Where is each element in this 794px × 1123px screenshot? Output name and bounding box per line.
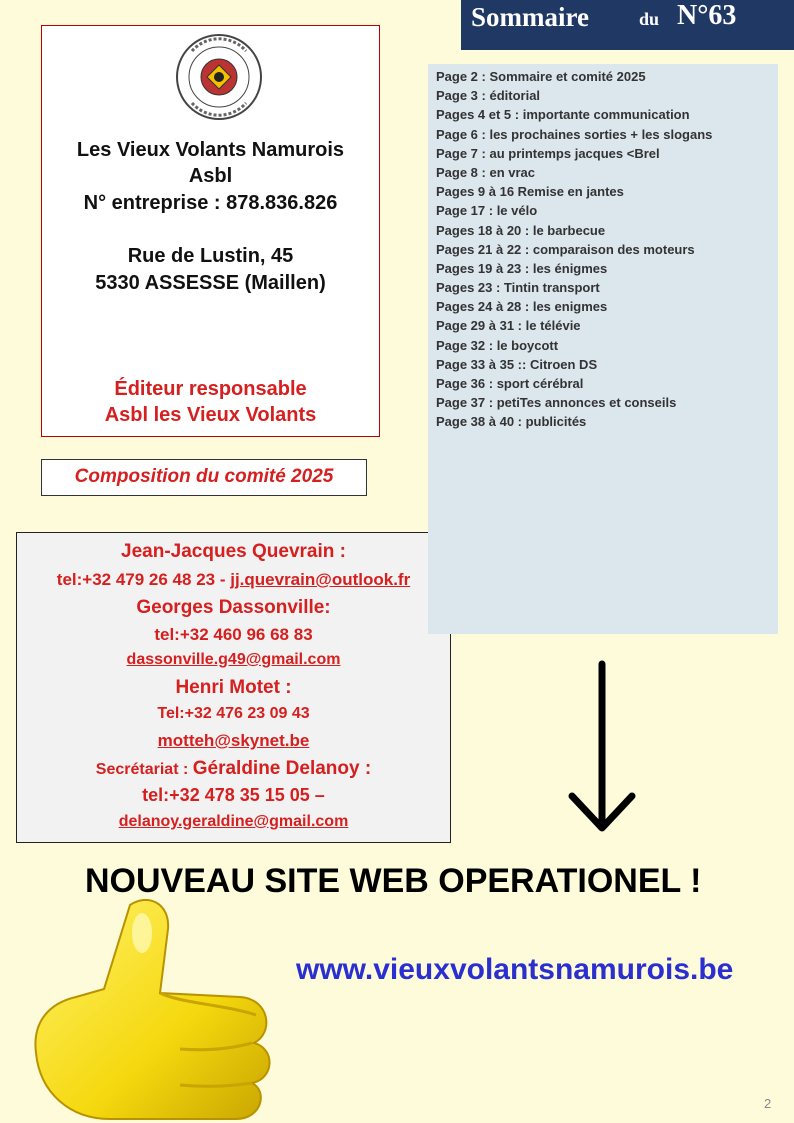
- toc-item: Pages 4 et 5 : importante communication: [436, 107, 690, 123]
- contact-name-4: Géraldine Delanoy :: [192, 758, 372, 779]
- thumbs-up-icon: [30, 893, 290, 1123]
- title-du: du: [639, 9, 660, 29]
- club-logo-seal: [152, 29, 286, 127]
- contact-phone-3: Tel:+32 476 23 09 43: [157, 705, 310, 722]
- page-number: 2: [764, 1096, 772, 1111]
- contact-phone-1: [17, 570, 450, 590]
- toc-item: Pages 18 à 20 : le barbecue: [436, 222, 606, 238]
- contact-name-2: Georges Dassonville:: [136, 597, 331, 618]
- toc-item: Page 8 : en vrac: [436, 164, 535, 180]
- headline: NOUVEAU SITE WEB OPERATIONEL !: [85, 862, 702, 900]
- website-link[interactable]: www.vieuxvolantsnamurois.be: [296, 953, 734, 986]
- toc-item: Page 32 : le boycott: [436, 337, 559, 353]
- club-name: Les Vieux Volants Namurois: [76, 139, 345, 161]
- title-word: Sommaire: [471, 2, 589, 32]
- toc-item: Page 2 : Sommaire et comité 2025: [436, 69, 646, 84]
- toc-list: [428, 64, 778, 432]
- toc-item: Page 33 à 35 :: Citroen DS: [436, 356, 598, 372]
- street-address: Rue de Lustin, 45: [127, 245, 294, 267]
- contact-email-1[interactable]: jj.quevrain@outlook.fr: [230, 570, 411, 589]
- club-logo: [152, 29, 286, 127]
- contact-phone-1-text: tel:+32 479 26 48 23 -: [56, 570, 231, 589]
- toc-item: Pages 24 à 28 : les enigmes: [436, 299, 608, 315]
- contact-email-4[interactable]: delanoy.geraldine@gmail.com: [118, 813, 349, 830]
- toc-item: Page 3 : éditorial: [436, 88, 541, 104]
- toc-item: Page 38 à 40 : publicités: [436, 414, 587, 430]
- toc-item: Pages 23 : Tintin transport: [436, 280, 600, 296]
- secretariat-label: Secrétariat :: [95, 761, 193, 778]
- table-of-contents: [428, 64, 778, 634]
- city-address: 5330 ASSESSE (Maillen): [95, 272, 326, 294]
- contact-secretariat: [17, 758, 450, 780]
- issue-title-banner: [461, 0, 794, 50]
- toc-item: Pages 19 à 23 : les énigmes: [436, 260, 608, 276]
- toc-item: Page 37 : petiTes annonces et conseils: [436, 395, 677, 411]
- committee-contacts: [16, 532, 451, 843]
- arrow-down-icon: [566, 660, 638, 836]
- company-number: N° entreprise : 878.836.826: [83, 192, 338, 214]
- toc-item: Page 29 à 31 : le télévie: [436, 318, 581, 334]
- contact-phone-4: tel:+32 478 35 15 05 –: [142, 785, 325, 805]
- contact-name-1: Jean-Jacques Quevrain :: [121, 541, 346, 562]
- committee-heading: Composition du comité 2025: [41, 459, 367, 496]
- club-info-box: [41, 25, 380, 437]
- contact-name-3: Henri Motet :: [175, 677, 292, 698]
- toc-item: Pages 21 à 22 : comparaison des moteurs: [436, 241, 695, 257]
- contact-email-3[interactable]: motteh@skynet.be: [157, 731, 310, 750]
- contact-phone-2: tel:+32 460 96 68 83: [154, 625, 313, 644]
- toc-item: Page 36 : sport cérébral: [436, 376, 584, 391]
- toc-item: Pages 9 à 16 Remise en jantes: [436, 184, 624, 200]
- club-legal-form: Asbl: [188, 165, 233, 187]
- toc-item: Page 7 : au printemps jacques <Brel: [436, 145, 660, 161]
- issue-number: N°63: [677, 0, 737, 31]
- publisher-name: Asbl les Vieux Volants: [104, 404, 317, 426]
- toc-item: Page 6 : les prochaines sorties + les slogans: [436, 126, 713, 142]
- toc-item: Page 17 : le vélo: [436, 203, 538, 219]
- publisher-label: Éditeur responsable: [114, 378, 307, 400]
- contact-email-2[interactable]: dassonville.g49@gmail.com: [126, 651, 341, 668]
